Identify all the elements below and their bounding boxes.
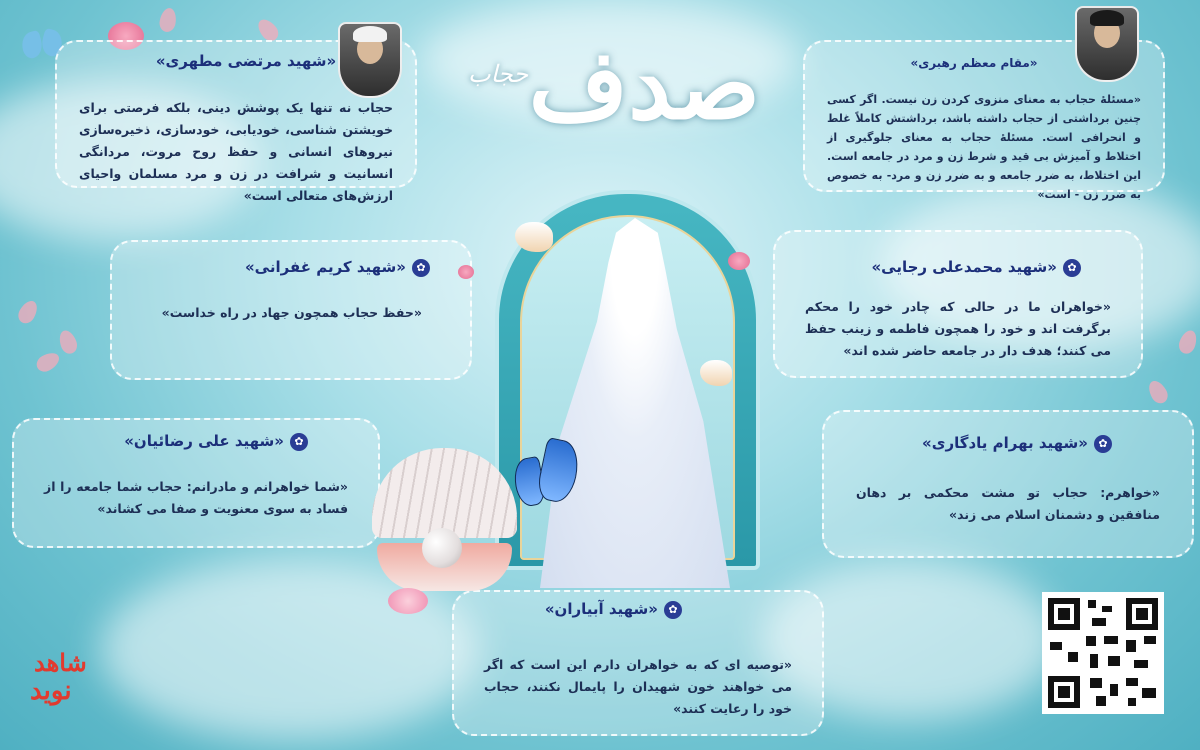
quote-box-rezaeian (12, 418, 380, 548)
qr-code-icon (1042, 592, 1164, 714)
butterfly-icon (515, 440, 575, 520)
petal (34, 349, 63, 375)
tulip-icon: ✿ (1094, 435, 1112, 453)
tulip-icon: ✿ (664, 601, 682, 619)
quote-heading-text: «شهید کریم غفرانی» (244, 258, 406, 276)
quote-text: «خواهران ما در حالی که چادر خود را محکم برگرفت اند و خود را همچون فاطمه و زینب حفظ می کنند؛ هدف دار در جامعه حاضر شده اند» (805, 299, 1111, 358)
quote-text: «مسئلهٔ حجاب به معنای منزوی کردن زن نیست. اگر کسی چنین برداشتی از حجاب داشته باشد، برداشتش کاملاً غلط و انحرافی است. مسئلهٔ حجاب به معنای جلوگیری از اختلاط و آمیزش بی قید و شرط زن و مرد در جامعه است. این اختلاط، به ضرر جامعه و به ضرر زن و مرد- به خصوص به ضرر زن - است» (827, 93, 1141, 201)
tulip-icon: ✿ (290, 433, 308, 451)
page-title (450, 30, 780, 160)
pearl (422, 528, 462, 568)
quote-box-ghafrani (110, 240, 472, 380)
flower-icon (458, 265, 474, 279)
quote-text: «توصیه ای که به خواهران دارم این است که اگر می خواهند خون شهیدان را پایمال نکنند، حجاب خود را رعایت کنند» (484, 657, 792, 716)
title-sub: حجاب (468, 60, 529, 88)
quote-box-yadegari (822, 410, 1194, 558)
quote-heading-text: «شهید محمدعلی رجایی» (871, 258, 1057, 276)
petal (1176, 328, 1199, 356)
flower-icon (388, 588, 428, 614)
quote-heading (852, 434, 1112, 453)
logo-line1: شاهد (34, 648, 87, 677)
petal (158, 7, 178, 33)
title-main: صدف (528, 28, 760, 141)
petal (15, 298, 41, 327)
quote-heading: «مقام معظم رهبری» (910, 56, 1038, 70)
quote-heading-text: «شهید آبیاران» (544, 600, 658, 618)
quote-heading: «شهید مرتضی مطهری» (155, 52, 337, 70)
quote-text: حجاب نه تنها یک پوشش دینی، بلکه فرصتی برای خویشتن شناسی، خودیابی، خودسازی، ذخیره‌سازی نیروهای انسانی و حفظ روح مروت، مردانگی انسانیت و شرافت در زن و مرد مسلمان واحیای ارزش‌های متعالی است» (79, 100, 393, 203)
tulip-icon: ✿ (412, 259, 430, 277)
petal (1145, 378, 1171, 407)
quote-text: «خواهرم: حجاب تو مشت محکمی بر دهان منافقین و دشمنان اسلام می زند» (856, 485, 1160, 522)
petal (56, 328, 79, 356)
flower-icon (728, 252, 750, 270)
quote-heading (803, 258, 1081, 277)
quote-heading-text: «شهید علی رضائیان» (124, 432, 284, 450)
quote-text: «حفظ حجاب همچون جهاد در راه خداست» (161, 305, 422, 320)
dove-icon (700, 360, 732, 386)
quote-heading (42, 432, 308, 451)
logo (28, 648, 108, 708)
quote-box-rajaei (773, 230, 1143, 378)
portrait-leader (1075, 6, 1139, 82)
quote-heading (140, 258, 430, 277)
tulip-icon: ✿ (1063, 259, 1081, 277)
logo-line2: نوید (30, 676, 72, 706)
quote-heading (482, 600, 682, 619)
pearl-shell (372, 448, 517, 598)
quote-box-abyaran (452, 590, 824, 736)
quote-text: «شما خواهرانم و مادرانم: حجاب شما جامعه را از فساد به سوی معنویت و صفا می کشاند» (44, 479, 348, 516)
portrait-motahari (338, 22, 402, 98)
quote-heading-text: «شهید بهرام یادگاری» (922, 434, 1088, 452)
dove-icon (515, 222, 553, 252)
